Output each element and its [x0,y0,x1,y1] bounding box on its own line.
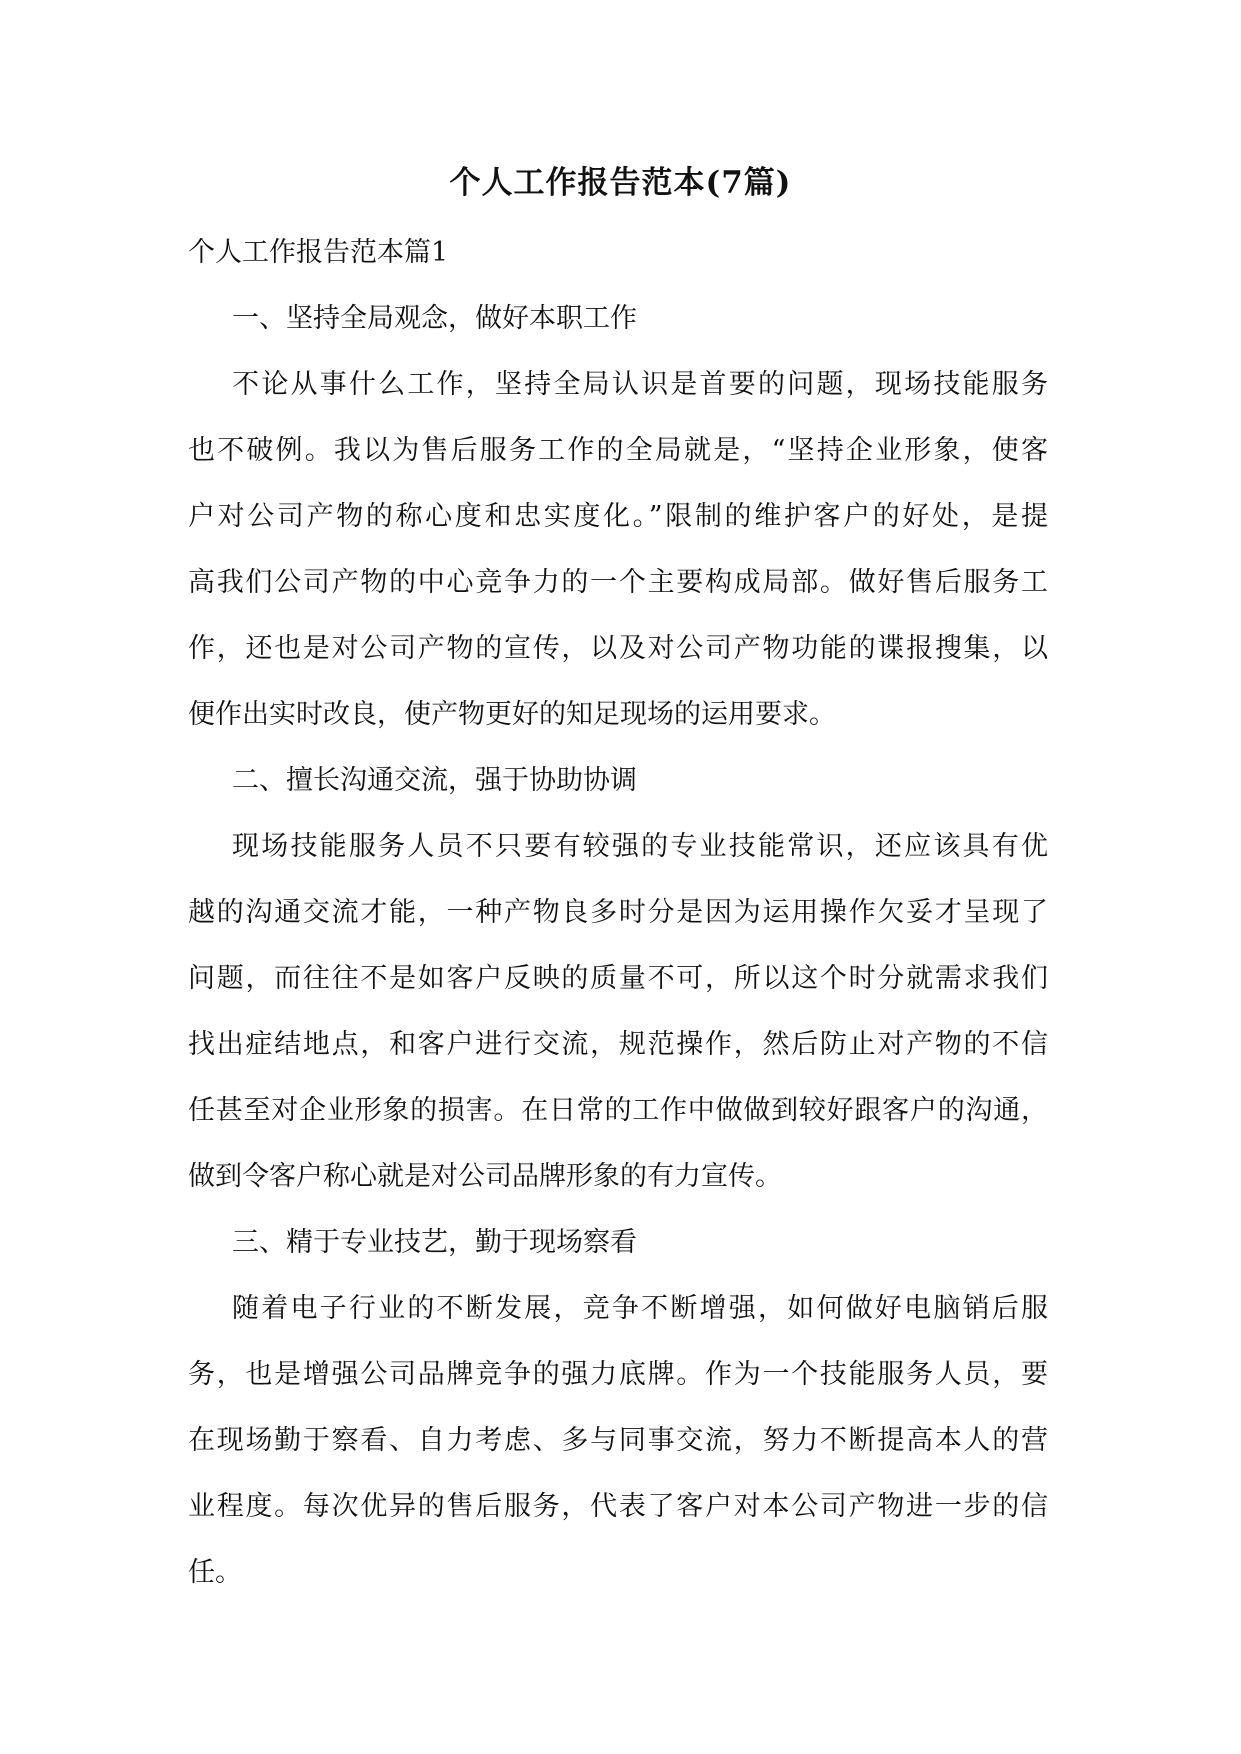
paragraph [188,1276,1048,1606]
paragraph-line: 不论从事什么工作，坚持全局认识是首要的问题，现场技能服务 [232,369,1048,400]
paragraph-line: 找出症结地点，和客户进行交流，规范操作，然后防止对产物的不信 [188,1029,1048,1060]
paragraph-line: 现场技能服务人员不只要有较强的专业技能常识，还应该具有优 [232,831,1048,862]
paragraph-line: 问题，而往往不是如客户反映的质量不可，所以这个时分就需求我们 [188,963,1048,994]
paragraph-line: 越的沟通交流才能，一种产物良多时分是因为运用操作欠妥才呈现了 [188,897,1048,928]
paragraph-line: 任甚至对企业形象的损害。在日常的工作中做做到较好跟客户的沟通， [188,1095,1048,1126]
paragraph-line: 也不破例。我以为售后服务工作的全局就是，“坚持企业形象，使客 [188,435,1048,466]
document-body [188,220,1048,1606]
paragraph [188,814,1048,1210]
paragraph-line: 高我们公司产物的中心竞争力的一个主要构成局部。做好售后服务工 [188,567,1048,598]
paragraph-line: 在现场勤于察看、自力考虑、多与同事交流，努力不断提高本人的营 [188,1425,1048,1456]
paragraph-line: 任。 [188,1557,242,1588]
document-subtitle: 个人工作报告范本篇1 [188,237,449,268]
paragraph-line: 业程度。每次优异的售后服务，代表了客户对本公司产物进一步的信 [188,1491,1048,1522]
paragraph-line: 便作出实时改良，使产物更好的知足现场的运用要求。 [188,699,836,730]
paragraph-line: 户对公司产物的称心度和忠实度化。”限制的维护客户的好处，是提 [188,501,1048,532]
section-heading: 一、坚持全局观念，做好本职工作 [232,303,637,334]
paragraph-line: 作，还也是对公司产物的宣传，以及对公司产物功能的谍报搜集，以 [188,633,1048,664]
paragraph-line: 随着电子行业的不断发展，竞争不断增强，如何做好电脑销后服 [232,1293,1048,1324]
section-heading: 三、精于专业技艺，勤于现场察看 [232,1227,637,1258]
paragraph [188,352,1048,748]
section-heading: 二、擅长沟通交流，强于协助协调 [232,765,637,796]
paragraph-line: 做到令客户称心就是对公司品牌形象的有力宣传。 [188,1161,782,1192]
document-title: 个人工作报告范本(7篇) [449,165,792,201]
paragraph-line: 务，也是增强公司品牌竞争的强力底牌。作为一个技能服务人员，要 [188,1359,1048,1390]
